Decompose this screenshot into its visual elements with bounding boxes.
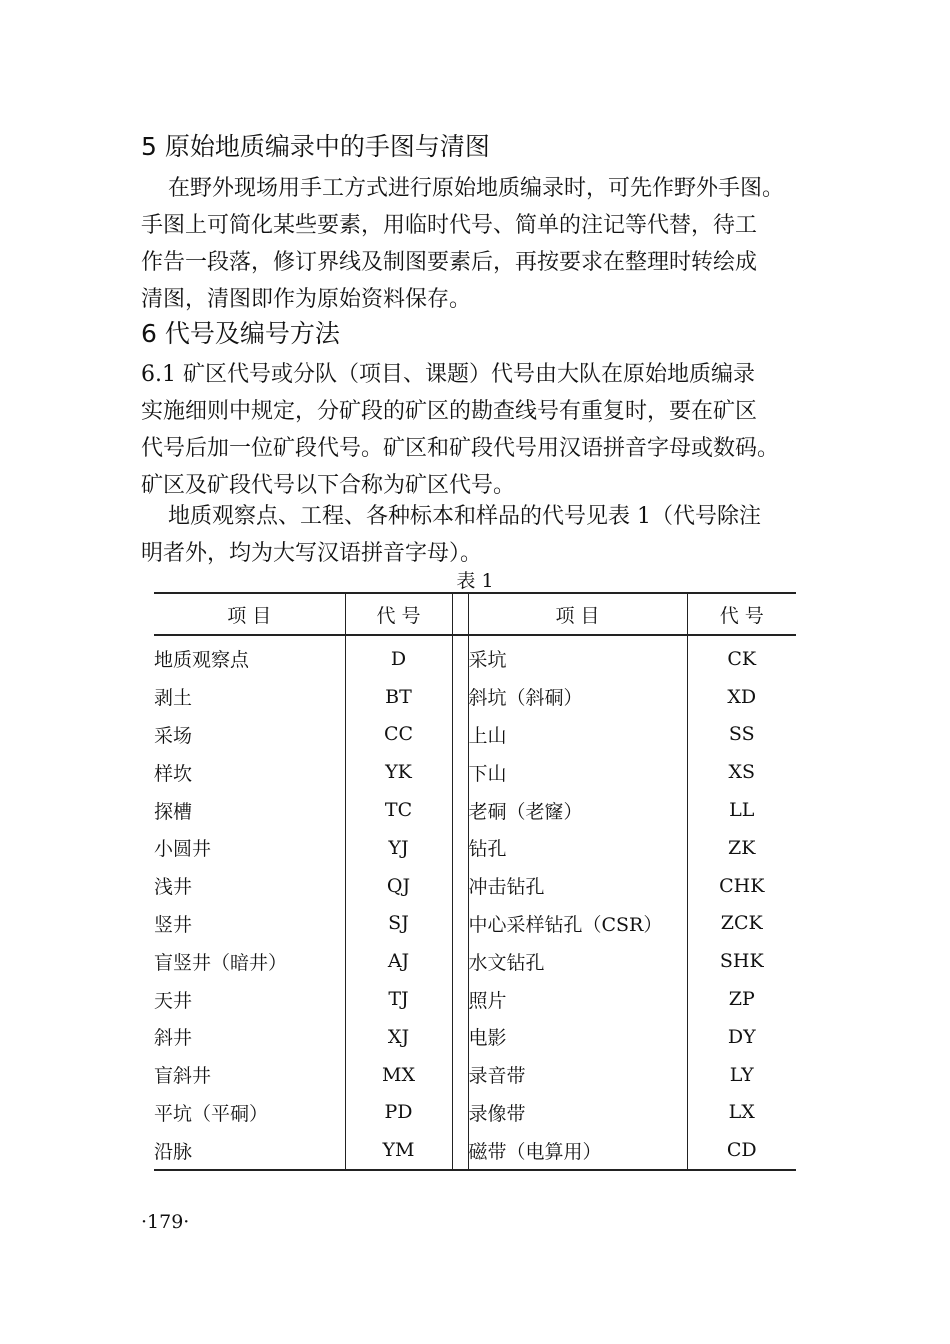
item-name: 磁带（电算用）: [468, 1131, 687, 1170]
item-name: 上山: [468, 716, 687, 754]
section-5-paragraph: [141, 170, 831, 318]
column-gap: [452, 867, 468, 905]
item-code: BT: [345, 678, 452, 716]
item-name: 斜坑（斜硐）: [468, 678, 687, 716]
item-code: SS: [728, 723, 755, 746]
item-code: XS: [728, 761, 756, 784]
item-code: CC: [345, 716, 452, 754]
column-gap: [452, 678, 468, 716]
item-name: 水文钻孔: [468, 942, 687, 980]
item-name: 地质观察点: [154, 635, 345, 678]
item-code: ZCK: [720, 912, 763, 935]
header-item-right: 项 目: [468, 593, 687, 635]
column-gap: [452, 905, 468, 943]
item-name: 斜井: [154, 1018, 345, 1056]
table-header-row: [154, 593, 796, 635]
header-code-right: 代 号: [719, 604, 764, 627]
item-name: 沿脉: [154, 1131, 345, 1170]
section-6-intro-paragraph: [141, 498, 831, 572]
item-code: DY: [727, 1025, 756, 1048]
table-row: [154, 753, 796, 791]
text-line: 手图上可简化某些要素，用临时代号、简单的注记等代替，待工: [141, 213, 758, 238]
column-gap: [452, 980, 468, 1018]
text-line: 地质观察点、工程、各种标本和样品的代号见表 1（代号除注: [168, 504, 761, 529]
item-code: TJ: [345, 980, 452, 1018]
column-gap: [452, 829, 468, 867]
table-row: [154, 829, 796, 867]
table-row: [154, 867, 796, 905]
text-line: 作告一段落，修订界线及制图要素后，再按要求在整理时转绘成: [141, 250, 758, 275]
item-name: 电影: [468, 1018, 687, 1056]
item-code: LL: [729, 799, 755, 822]
item-code: XJ: [345, 1018, 452, 1056]
text-line: 清图，清图即作为原始资料保存。: [141, 287, 472, 312]
text-line: 矿区及矿段代号以下合称为矿区代号。: [141, 473, 516, 498]
table-row: [154, 942, 796, 980]
item-name: 天井: [154, 980, 345, 1018]
code-table: [154, 592, 796, 1171]
item-name: 采场: [154, 716, 345, 754]
item-code: AJ: [345, 942, 452, 980]
table-row: [154, 1018, 796, 1056]
item-name: 竖井: [154, 905, 345, 943]
item-code: LX: [728, 1101, 755, 1124]
table-caption: 表 1: [456, 570, 494, 592]
item-name: 老硐（老窿）: [468, 791, 687, 829]
item-code: SJ: [345, 905, 452, 943]
header-item-left: 项 目: [154, 593, 345, 635]
item-name: 录像带: [468, 1094, 687, 1132]
table-row: [154, 1131, 796, 1170]
item-name: 探槽: [154, 791, 345, 829]
item-name: 录音带: [468, 1056, 687, 1094]
item-code: LY: [729, 1063, 754, 1086]
table-row: [154, 1056, 796, 1094]
column-gap: [452, 753, 468, 791]
item-code: MX: [345, 1056, 452, 1094]
item-code: XD: [727, 685, 757, 708]
item-name: 盲竖井（暗井）: [154, 942, 345, 980]
item-code: ZP: [728, 988, 755, 1011]
column-gap: [452, 716, 468, 754]
item-name: 中心采样钻孔（CSR）: [468, 905, 687, 943]
text-line: 代号后加一位矿段代号。矿区和矿段代号用汉语拼音字母或数码。: [141, 436, 780, 461]
table-row: [154, 905, 796, 943]
page-number: ·179·: [141, 1211, 190, 1233]
item-name: 冲击钻孔: [468, 867, 687, 905]
text-line: 在野外现场用手工方式进行原始地质编录时，可先作野外手图。: [168, 176, 785, 201]
column-gap: [452, 1018, 468, 1056]
item-code: CK: [727, 647, 757, 670]
column-gap: [452, 942, 468, 980]
item-name: 采坑: [468, 635, 687, 678]
table-row: [154, 635, 796, 678]
item-code: YJ: [345, 829, 452, 867]
item-code: CHK: [719, 874, 765, 897]
table-row: [154, 678, 796, 716]
section-6-1-paragraph: [141, 356, 831, 504]
item-code: SHK: [719, 950, 764, 973]
column-gap: [452, 593, 468, 635]
table-row: [154, 1094, 796, 1132]
text-line: 明者外，均为大写汉语拼音字母）。: [141, 541, 483, 566]
item-code: YK: [345, 753, 452, 791]
item-name: 样坎: [154, 753, 345, 791]
item-code: CD: [726, 1139, 757, 1162]
item-name: 下山: [468, 753, 687, 791]
section-5-heading: 5 原始地质编录中的手图与清图: [141, 132, 490, 161]
text-line: 实施细则中规定，分矿段的矿区的勘查线号有重复时，要在矿区: [141, 399, 758, 424]
column-gap: [452, 1056, 468, 1094]
table-row: [154, 980, 796, 1018]
item-code: D: [345, 635, 452, 678]
column-gap: [452, 791, 468, 829]
item-code: TC: [345, 791, 452, 829]
table-row: [154, 716, 796, 754]
item-code: ZK: [728, 836, 756, 859]
header-code-left: 代 号: [345, 593, 452, 635]
item-name: 浅井: [154, 867, 345, 905]
column-gap: [452, 1094, 468, 1132]
item-code: PD: [345, 1094, 452, 1132]
item-code: QJ: [345, 867, 452, 905]
item-name: 照片: [468, 980, 687, 1018]
column-gap: [452, 1131, 468, 1170]
item-name: 小圆井: [154, 829, 345, 867]
item-name: 盲斜井: [154, 1056, 345, 1094]
item-code: YM: [345, 1131, 452, 1170]
column-gap: [452, 635, 468, 678]
item-name: 剥土: [154, 678, 345, 716]
item-name: 钻孔: [468, 829, 687, 867]
table-row: [154, 791, 796, 829]
section-6-heading: 6 代号及编号方法: [141, 319, 340, 348]
text-line: 6.1 矿区代号或分队（项目、课题）代号由大队在原始地质编录: [141, 362, 755, 387]
item-name: 平坑（平硐）: [154, 1094, 345, 1132]
